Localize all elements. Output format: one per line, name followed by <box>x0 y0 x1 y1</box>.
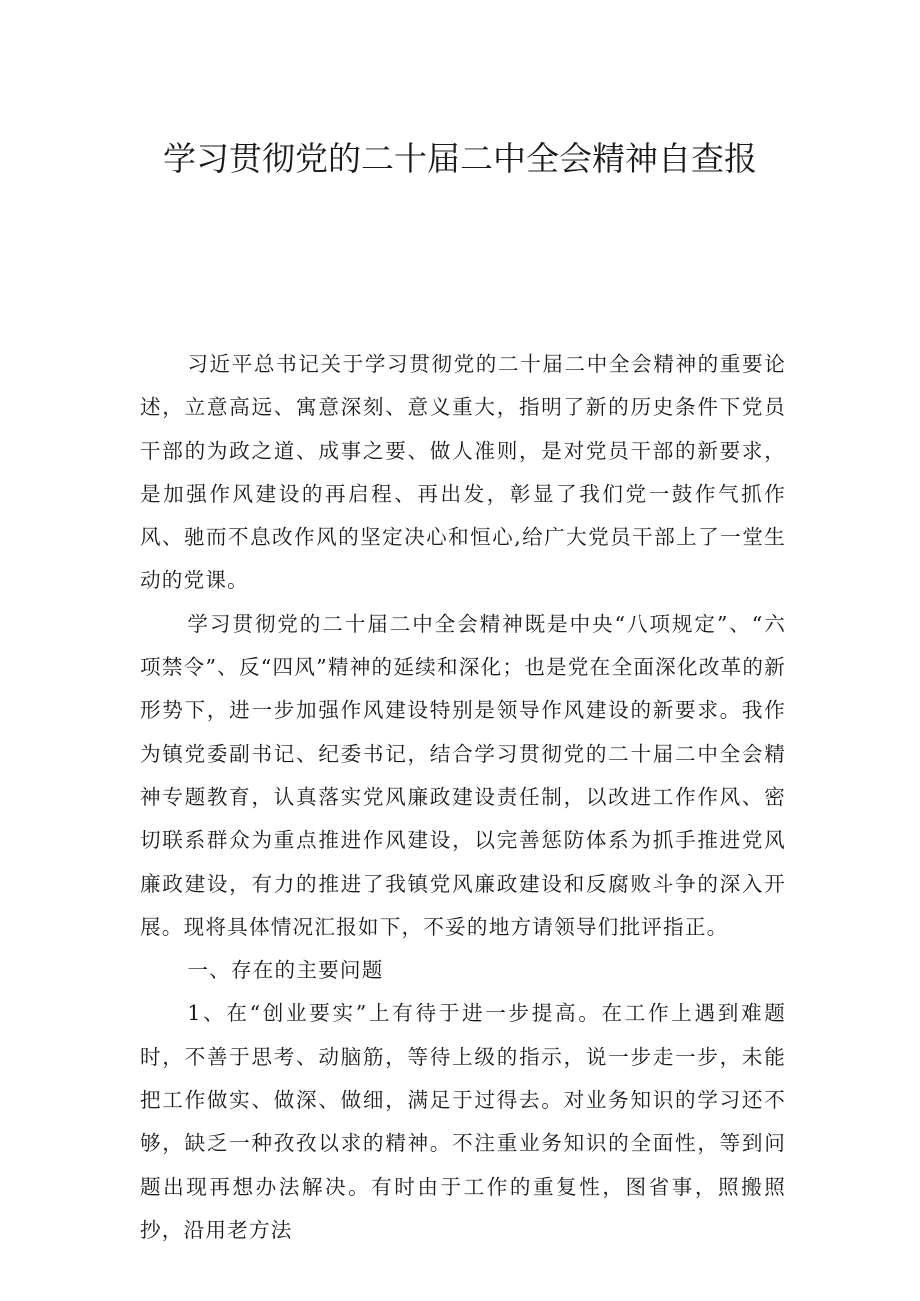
document-body <box>140 343 786 1252</box>
paragraph-intro: 习近平总书记关于学习贯彻党的二十届二中全会精神的重要论述，立意高远、寓意深刻、意义重大，指明了新的历史条件下党员干部的为政之道、成事之要、做人准则，是对党员干部的新要求，是加强作风建设的再启程、再出发，彰显了我们党一鼓作气抓作风、驰而不息改作风的坚定决心和恒心,给广大党员干部上了一堂生动的党课。 <box>140 352 786 593</box>
paragraph-problem-1: 1、在“创业要实”上有待于进一步提高。在工作上遇到难题时，不善于思考、动脑筋，等待上级的指示，说一步走一步，未能把工作做实、做深、做细，满足于过得去。对业务知识的学习还不够，缺乏一种孜孜以求的精神。不注重业务知识的全面性，等到问题出现再想办法解决。有时由于工作的重复性，图省事，照搬照抄，沿用老方法 <box>140 1001 786 1242</box>
section-heading: 一、存在的主要问题 <box>187 958 384 983</box>
document-title: 学习贯彻党的二十届二中全会精神自查报 <box>163 139 757 178</box>
paragraph-background: 学习贯彻党的二十届二中全会精神既是中央“八项规定”、“六项禁令”、反“四风”精神的延续和深化；也是党在全面深化改革的新形势下，进一步加强作风建设特别是领导作风建设的新要求。我作为镇党委副书记、纪委书记，结合学习贯彻党的二十届二中全会精神专题教育，认真落实党风廉政建设责任制，以改进工作作风、密切联系群众为重点推进作风建设，以完善惩防体系为抓手推进党风廉政建设，有力的推进了我镇党风廉政建设和反腐败斗争的深入开展。现将具体情况汇报如下，不妥的地方请领导们批评指正。 <box>140 611 786 939</box>
